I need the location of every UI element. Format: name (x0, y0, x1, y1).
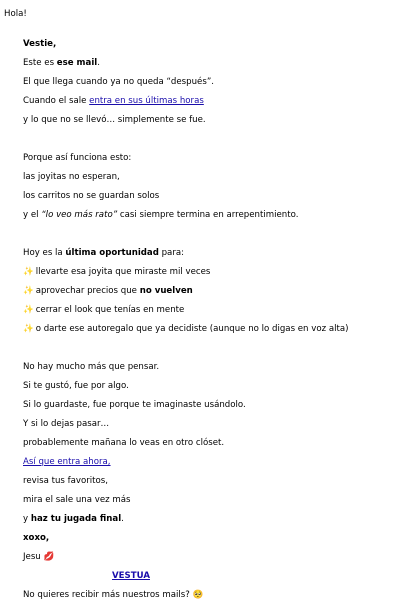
salutation: Vestie, (23, 39, 57, 49)
unsubscribe-line: No quieres recibir más nuestros mails? 🥺 (23, 590, 204, 600)
brand-line (23, 570, 239, 589)
llevo-line: y lo que no se llevó… simplemente se fue. (23, 115, 206, 125)
greeting: Hola! (4, 9, 27, 19)
despues-line: El que llega cuando ya no queda “después”. (23, 77, 214, 87)
hoy-line: Hoy es la última oportunidad para: (23, 248, 185, 258)
mira-line: mira el sale una vez más (23, 495, 131, 505)
sparkles-icon: ✨ (23, 324, 34, 334)
sparkles-icon: ✨ (23, 286, 34, 296)
guardaste-line: Si lo guardaste, fue porque te imaginaste usándolo. (23, 400, 246, 410)
joyitas-line: las joyitas no esperan, (23, 172, 120, 182)
dejas-line: Y si lo dejas pasar… (23, 419, 110, 429)
bullet-item: ✨ cerrar el look que tenías en mente (23, 305, 185, 315)
intro-line: Este es ese mail. (23, 58, 100, 68)
carritos-line: los carritos no se guardan solos (23, 191, 160, 201)
kiss-icon: 💋 (43, 552, 55, 562)
entra-ahora-link[interactable]: Así que entra ahora, (23, 457, 111, 467)
pleading-face-icon: 🥺 (192, 590, 204, 600)
sale-line: Cuando el sale entra en sus últimas horas (23, 96, 204, 106)
sale-ending-link[interactable]: entra en sus últimas horas (89, 96, 204, 106)
entra-ahora-line (23, 456, 393, 475)
jugada-line: y haz tu jugada final. (23, 514, 124, 524)
gusto-line: Si te gustó, fue por algo. (23, 381, 129, 391)
nohay-line: No hay mucho más que pensar. (23, 362, 160, 372)
email-body (23, 38, 393, 608)
probablemente-line: probablemente mañana lo veas en otro clóset. (23, 438, 225, 448)
rato-line: y el “lo veo más rato” casi siempre termina en arrepentimiento. (23, 210, 299, 220)
porque-line: Porque así funciona esto: (23, 153, 132, 163)
bullet-item: ✨ o darte ese autoregalo que ya decidiste (aunque no lo digas en voz alta) (23, 324, 349, 334)
xoxo-line: xoxo, (23, 533, 50, 543)
bullet-item: ✨ aprovechar precios que no vuelven (23, 286, 193, 296)
sparkles-icon: ✨ (23, 305, 34, 315)
signature-line: Jesu 💋 (23, 552, 55, 562)
sparkles-icon: ✨ (23, 267, 34, 277)
vestua-link[interactable]: VESTUA (112, 571, 150, 581)
favoritos-line: revisa tus favoritos, (23, 476, 108, 486)
bullet-item: ✨ llevarte esa joyita que miraste mil veces (23, 267, 211, 277)
